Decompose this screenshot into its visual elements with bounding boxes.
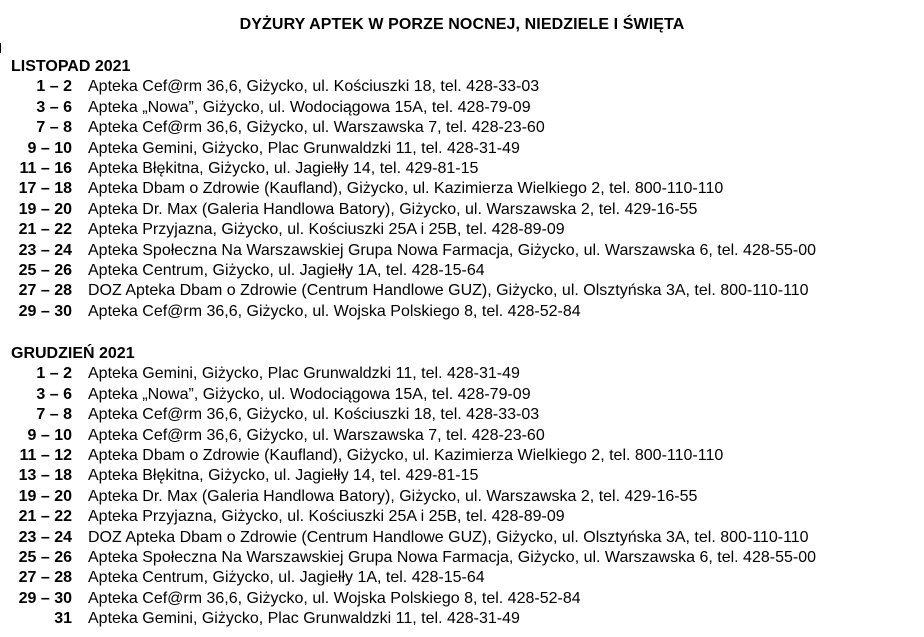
- duty-row: [11, 466, 921, 486]
- pharmacy-entry: Apteka Gemini, Giżycko, Plac Grunwaldzki 11, tel. 428-31-49: [88, 365, 520, 383]
- pharmacy-entry: Apteka Cef@rm 36,6, Giżycko, ul. Kościuszki 18, tel. 428-33-03: [88, 406, 540, 424]
- duty-row: [11, 528, 921, 548]
- duty-row: [11, 385, 921, 405]
- duty-row: [11, 139, 921, 159]
- duty-dates: 17 – 18: [18, 180, 72, 198]
- pharmacy-entry: Apteka Cef@rm 36,6, Giżycko, ul. Wojska Polskiego 8, tel. 428-52-84: [88, 302, 581, 320]
- duty-row: [11, 179, 921, 199]
- duty-row: [11, 487, 921, 507]
- pharmacy-entry: DOZ Apteka Dbam o Zdrowie (Centrum Handlowe GUZ), Giżycko, ul. Olsztyńska 3A, tel. 800-110-110: [88, 282, 809, 300]
- pharmacy-entry: Apteka Gemini, Giżycko, Plac Grunwaldzki 11, tel. 428-31-49: [88, 139, 520, 157]
- pharmacy-entry: Apteka Gemini, Giżycko, Plac Grunwaldzki 11, tel. 428-31-49: [88, 610, 520, 628]
- duty-row: [11, 241, 921, 261]
- section-grudzien: [11, 344, 921, 629]
- pharmacy-entry: Apteka Dbam o Zdrowie (Kaufland), Giżycko, ul. Kazimierza Wielkiego 2, tel. 800-110-110: [88, 180, 724, 198]
- pharmacy-entry: Apteka Cef@rm 36,6, Giżycko, ul. Wojska Polskiego 8, tel. 428-52-84: [88, 589, 581, 607]
- duty-row: [11, 589, 921, 609]
- duty-row: [11, 568, 921, 588]
- pharmacy-entry: Apteka Dbam o Zdrowie (Kaufland), Giżycko, ul. Kazimierza Wielkiego 2, tel. 800-110-110: [88, 446, 724, 464]
- pharmacy-entry: Apteka Społeczna Na Warszawskiej Grupa Nowa Farmacja, Giżycko, ul. Warszawska 6, tel. 428-55-00: [88, 241, 816, 259]
- duty-row: [11, 446, 921, 466]
- duty-row: [11, 405, 921, 425]
- duty-dates: 23 – 24: [18, 241, 72, 259]
- duty-row: [11, 261, 921, 281]
- section-heading: LISTOPAD 2021: [11, 58, 131, 75]
- duty-dates: 19 – 20: [18, 487, 72, 505]
- duty-dates: 9 – 10: [27, 426, 72, 444]
- duty-dates: 27 – 28: [18, 282, 72, 300]
- pharmacy-entry: Apteka Błękitna, Giżycko, ul. Jagiełły 14, tel. 429-81-15: [88, 159, 479, 177]
- duty-dates: 25 – 26: [18, 261, 72, 279]
- duty-dates: 3 – 6: [36, 98, 72, 116]
- pharmacy-entry: Apteka Cef@rm 36,6, Giżycko, ul. Kościuszki 18, tel. 428-33-03: [88, 78, 540, 96]
- pharmacy-entry: Apteka „Nowa”, Giżycko, ul. Wodociągowa 15A, tel. 428-79-09: [88, 385, 531, 403]
- edge-mark: [0, 43, 1, 53]
- duty-dates: 11 – 12: [19, 446, 72, 464]
- duty-row: [11, 548, 921, 568]
- pharmacy-entry: Apteka Przyjazna, Giżycko, ul. Kościuszki 25A i 25B, tel. 428-89-09: [88, 221, 565, 239]
- duty-row: [11, 281, 921, 301]
- duty-row: [11, 507, 921, 527]
- duty-row: [11, 426, 921, 446]
- duty-dates: 31: [54, 610, 72, 628]
- duty-row: [11, 118, 921, 138]
- duty-dates: 29 – 30: [18, 302, 72, 320]
- duty-dates: 27 – 28: [18, 569, 72, 587]
- duty-row: [11, 609, 921, 629]
- duty-dates: 29 – 30: [18, 589, 72, 607]
- duty-row: [11, 159, 921, 179]
- duty-dates: 25 – 26: [18, 548, 72, 566]
- duty-dates: 1 – 2: [36, 365, 72, 383]
- duty-dates: 21 – 22: [18, 221, 72, 239]
- duty-dates: 19 – 20: [18, 200, 72, 218]
- pharmacy-entry: Apteka Dr. Max (Galeria Handlowa Batory), Giżycko, ul. Warszawska 2, tel. 429-16-55: [88, 487, 698, 505]
- pharmacy-entry: Apteka Centrum, Giżycko, ul. Jagiełły 1A, tel. 428-15-64: [88, 569, 485, 587]
- duty-dates: 3 – 6: [36, 385, 72, 403]
- duty-row: [11, 98, 921, 118]
- pharmacy-entry: Apteka Dr. Max (Galeria Handlowa Batory), Giżycko, ul. Warszawska 2, tel. 429-16-55: [88, 200, 698, 218]
- page-title: DYŻURY APTEK W PORZE NOCNEJ, NIEDZIELE I ŚWIĘTA: [239, 16, 685, 33]
- duty-row: [11, 364, 921, 384]
- duty-dates: 23 – 24: [18, 528, 72, 546]
- duty-row: [11, 220, 921, 240]
- duty-dates: 13 – 18: [18, 467, 72, 485]
- pharmacy-entry: Apteka Przyjazna, Giżycko, ul. Kościuszki 25A i 25B, tel. 428-89-09: [88, 508, 565, 526]
- pharmacy-entry: DOZ Apteka Dbam o Zdrowie (Centrum Handlowe GUZ), Giżycko, ul. Olsztyńska 3A, tel. 800-110-110: [88, 528, 809, 546]
- pharmacy-entry: Apteka Cef@rm 36,6, Giżycko, ul. Warszawska 7, tel. 428-23-60: [88, 119, 545, 137]
- pharmacy-entry: Apteka Błękitna, Giżycko, ul. Jagiełły 14, tel. 429-81-15: [88, 467, 479, 485]
- duty-dates: 7 – 8: [36, 119, 72, 137]
- pharmacy-entry: Apteka Społeczna Na Warszawskiej Grupa Nowa Farmacja, Giżycko, ul. Warszawska 6, tel. 428-55-00: [88, 548, 816, 566]
- pharmacy-entry: Apteka Centrum, Giżycko, ul. Jagiełły 1A, tel. 428-15-64: [88, 261, 485, 279]
- duty-row: [11, 77, 921, 97]
- duty-dates: 7 – 8: [36, 406, 72, 424]
- section-heading: GRUDZIEŃ 2021: [11, 345, 135, 362]
- duty-row: [11, 200, 921, 220]
- pharmacy-entry: Apteka „Nowa”, Giżycko, ul. Wodociągowa 15A, tel. 428-79-09: [88, 98, 531, 116]
- pharmacy-entry: Apteka Cef@rm 36,6, Giżycko, ul. Warszawska 7, tel. 428-23-60: [88, 426, 545, 444]
- duty-dates: 1 – 2: [36, 78, 72, 96]
- duty-dates: 11 – 16: [19, 159, 72, 177]
- duty-row: [11, 302, 921, 322]
- section-listopad: [11, 57, 921, 322]
- duty-dates: 9 – 10: [27, 139, 72, 157]
- duty-dates: 21 – 22: [18, 508, 72, 526]
